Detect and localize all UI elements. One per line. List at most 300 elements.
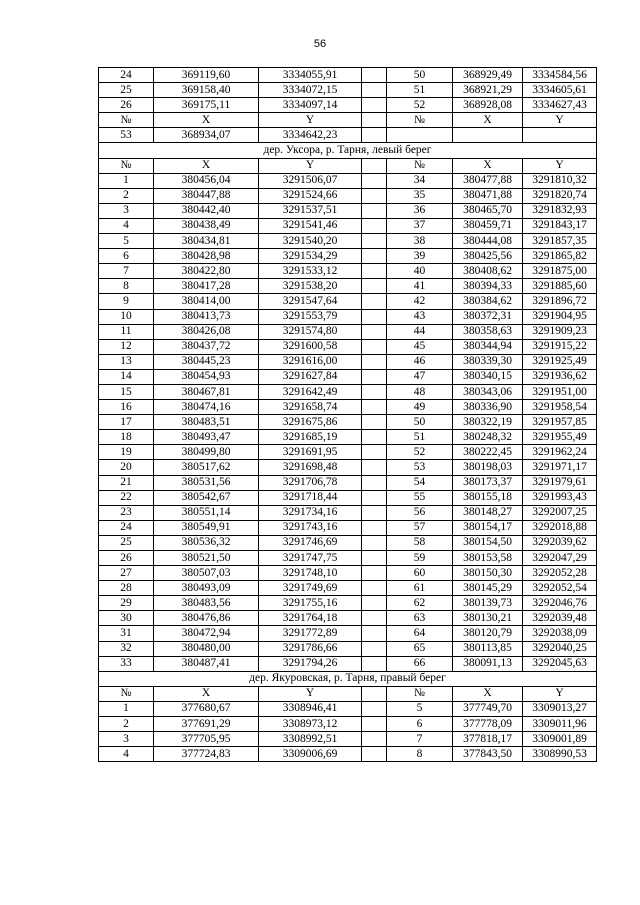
y-coordinate-cell: 3291786,66 xyxy=(259,641,362,656)
x-coordinate-cell: 380130,21 xyxy=(453,611,523,626)
y-coordinate-cell: 3291547,64 xyxy=(259,294,362,309)
x-coordinate-cell: 380154,17 xyxy=(453,520,523,535)
spacer-cell xyxy=(362,701,387,716)
y-coordinate-cell: 3308990,53 xyxy=(523,747,597,762)
spacer-cell xyxy=(362,490,387,505)
table-row xyxy=(99,732,597,747)
y-coordinate-cell: 3291993,43 xyxy=(523,490,597,505)
header-number-cell: № xyxy=(99,113,154,128)
point-number-cell: 40 xyxy=(387,264,453,279)
y-coordinate-cell: 3291971,17 xyxy=(523,460,597,475)
point-number-cell: 38 xyxy=(387,234,453,249)
point-number-cell: 28 xyxy=(99,581,154,596)
x-coordinate-cell: 380150,30 xyxy=(453,566,523,581)
y-coordinate-cell: 3291747,75 xyxy=(259,551,362,566)
point-number-cell: 8 xyxy=(99,279,154,294)
point-number-cell: 52 xyxy=(387,98,453,113)
x-coordinate-cell: 380447,88 xyxy=(154,188,259,203)
point-number-cell: 24 xyxy=(99,68,154,83)
spacer-cell xyxy=(362,445,387,460)
table-row xyxy=(99,234,597,249)
y-coordinate-cell: 3334072,15 xyxy=(259,83,362,98)
point-number-cell: 63 xyxy=(387,611,453,626)
table-row xyxy=(99,83,597,98)
y-coordinate-cell: 3292039,62 xyxy=(523,535,597,550)
x-coordinate-cell: 380414,00 xyxy=(154,294,259,309)
x-coordinate-cell: 380551,14 xyxy=(154,505,259,520)
point-number-cell: 8 xyxy=(387,747,453,762)
y-coordinate-cell: 3334605,61 xyxy=(523,83,597,98)
x-coordinate-cell: 380465,70 xyxy=(453,203,523,218)
x-coordinate-cell: 380425,56 xyxy=(453,249,523,264)
y-coordinate-cell: 3291857,35 xyxy=(523,234,597,249)
x-coordinate-cell: 380499,80 xyxy=(154,445,259,460)
point-number-cell: 66 xyxy=(387,656,453,671)
y-coordinate-cell: 3292007,25 xyxy=(523,505,597,520)
table-row xyxy=(99,354,597,369)
point-number-cell: 32 xyxy=(99,641,154,656)
spacer-cell xyxy=(362,596,387,611)
y-coordinate-cell: 3292018,88 xyxy=(523,520,597,535)
spacer-cell xyxy=(362,520,387,535)
table-row xyxy=(99,249,597,264)
y-coordinate-cell: 3334055,91 xyxy=(259,68,362,83)
table-row xyxy=(99,596,597,611)
point-number-cell: 1 xyxy=(99,701,154,716)
point-number-cell: 14 xyxy=(99,369,154,384)
table-row xyxy=(99,535,597,550)
x-coordinate-cell: 380467,81 xyxy=(154,384,259,399)
header-y-cell: Y xyxy=(259,113,362,128)
x-coordinate-cell: 380549,91 xyxy=(154,520,259,535)
x-coordinate-cell: 380139,73 xyxy=(453,596,523,611)
spacer-cell xyxy=(362,641,387,656)
point-number-cell: 2 xyxy=(99,717,154,732)
table-row xyxy=(99,384,597,399)
x-coordinate-cell: 368934,07 xyxy=(154,128,259,143)
spacer-cell xyxy=(362,309,387,324)
y-coordinate-cell: 3291506,07 xyxy=(259,173,362,188)
spacer-cell xyxy=(362,68,387,83)
table-row xyxy=(99,218,597,233)
y-coordinate-cell: 3292047,29 xyxy=(523,551,597,566)
y-coordinate-cell: 3291958,54 xyxy=(523,400,597,415)
spacer-cell xyxy=(362,369,387,384)
table-row xyxy=(99,747,597,762)
spacer-cell xyxy=(362,747,387,762)
y-coordinate-cell: 3291537,51 xyxy=(259,203,362,218)
x-coordinate-cell: 380153,58 xyxy=(453,551,523,566)
spacer-cell xyxy=(362,626,387,641)
x-coordinate-cell: 380372,31 xyxy=(453,309,523,324)
y-coordinate-cell: 3291734,16 xyxy=(259,505,362,520)
y-coordinate-cell: 3291885,60 xyxy=(523,279,597,294)
y-coordinate-cell: 3291534,29 xyxy=(259,249,362,264)
y-coordinate-cell: 3292040,25 xyxy=(523,641,597,656)
x-coordinate-cell: 380459,71 xyxy=(453,218,523,233)
y-coordinate-cell: 3334642,23 xyxy=(259,128,362,143)
y-coordinate-cell: 3291698,48 xyxy=(259,460,362,475)
table-row xyxy=(99,445,597,460)
point-number-cell: 60 xyxy=(387,566,453,581)
spacer-cell xyxy=(362,98,387,113)
y-coordinate-cell: 3334097,14 xyxy=(259,98,362,113)
x-coordinate-cell: 380531,56 xyxy=(154,475,259,490)
x-coordinate-cell: 377724,83 xyxy=(154,747,259,762)
header-y-cell: Y xyxy=(259,686,362,701)
section-title: дер. Якуровская, р. Тарня, правый берег xyxy=(99,671,597,686)
point-number-cell: 26 xyxy=(99,98,154,113)
spacer-cell xyxy=(362,279,387,294)
x-coordinate-cell: 380477,88 xyxy=(453,173,523,188)
x-coordinate-cell: 380248,32 xyxy=(453,430,523,445)
point-number-cell: 57 xyxy=(387,520,453,535)
table-row xyxy=(99,626,597,641)
y-coordinate-cell: 3291951,00 xyxy=(523,384,597,399)
header-number-cell: № xyxy=(99,686,154,701)
y-coordinate-cell: 3291540,20 xyxy=(259,234,362,249)
y-coordinate-cell: 3291749,69 xyxy=(259,581,362,596)
y-coordinate-cell: 3291962,24 xyxy=(523,445,597,460)
point-number-cell: 64 xyxy=(387,626,453,641)
point-number-cell: 51 xyxy=(387,430,453,445)
y-coordinate-cell: 3291524,66 xyxy=(259,188,362,203)
table-row xyxy=(99,309,597,324)
spacer-cell xyxy=(362,384,387,399)
spacer-cell xyxy=(362,505,387,520)
header-x-cell: X xyxy=(453,158,523,173)
y-coordinate-cell: 3291706,78 xyxy=(259,475,362,490)
spacer-cell xyxy=(362,249,387,264)
empty-cell xyxy=(453,128,523,143)
table-row xyxy=(99,581,597,596)
spacer-cell xyxy=(362,400,387,415)
spacer-cell xyxy=(362,173,387,188)
page-number: 56 xyxy=(313,38,327,50)
y-coordinate-cell: 3291600,58 xyxy=(259,339,362,354)
spacer-cell xyxy=(362,188,387,203)
y-coordinate-cell: 3292046,76 xyxy=(523,596,597,611)
spacer-cell xyxy=(362,294,387,309)
x-coordinate-cell: 380417,28 xyxy=(154,279,259,294)
y-coordinate-cell: 3291810,32 xyxy=(523,173,597,188)
x-coordinate-cell: 380521,50 xyxy=(154,551,259,566)
header-x-cell: X xyxy=(453,113,523,128)
x-coordinate-cell: 380472,94 xyxy=(154,626,259,641)
table-row xyxy=(99,128,597,143)
point-number-cell: 53 xyxy=(99,128,154,143)
y-coordinate-cell: 3292045,63 xyxy=(523,656,597,671)
point-number-cell: 53 xyxy=(387,460,453,475)
point-number-cell: 4 xyxy=(99,747,154,762)
point-number-cell: 4 xyxy=(99,218,154,233)
table-row xyxy=(99,520,597,535)
x-coordinate-cell: 380438,49 xyxy=(154,218,259,233)
point-number-cell: 39 xyxy=(387,249,453,264)
spacer-cell xyxy=(362,717,387,732)
point-number-cell: 47 xyxy=(387,369,453,384)
y-coordinate-cell: 3334627,43 xyxy=(523,98,597,113)
point-number-cell: 50 xyxy=(387,68,453,83)
x-coordinate-cell: 380434,81 xyxy=(154,234,259,249)
y-coordinate-cell: 3291832,93 xyxy=(523,203,597,218)
y-coordinate-cell: 3292052,54 xyxy=(523,581,597,596)
point-number-cell: 2 xyxy=(99,188,154,203)
point-number-cell: 37 xyxy=(387,218,453,233)
point-number-cell: 31 xyxy=(99,626,154,641)
point-number-cell: 50 xyxy=(387,415,453,430)
y-coordinate-cell: 3291843,17 xyxy=(523,218,597,233)
y-coordinate-cell: 3291925,49 xyxy=(523,354,597,369)
x-coordinate-cell: 380474,16 xyxy=(154,400,259,415)
section-title: дер. Уксора, р. Тарня, левый берег xyxy=(99,143,597,158)
x-coordinate-cell: 380148,27 xyxy=(453,505,523,520)
point-number-cell: 61 xyxy=(387,581,453,596)
header-number-cell: № xyxy=(387,158,453,173)
table-row xyxy=(99,294,597,309)
section-title-row xyxy=(99,143,597,158)
x-coordinate-cell: 380154,50 xyxy=(453,535,523,550)
table-row xyxy=(99,415,597,430)
point-number-cell: 54 xyxy=(387,475,453,490)
y-coordinate-cell: 3309006,69 xyxy=(259,747,362,762)
point-number-cell: 5 xyxy=(99,234,154,249)
y-coordinate-cell: 3291616,00 xyxy=(259,354,362,369)
spacer-cell xyxy=(362,686,387,701)
x-coordinate-cell: 380344,94 xyxy=(453,339,523,354)
x-coordinate-cell: 380422,80 xyxy=(154,264,259,279)
y-coordinate-cell: 3291957,85 xyxy=(523,415,597,430)
header-row xyxy=(99,686,597,701)
y-coordinate-cell: 3291574,80 xyxy=(259,324,362,339)
spacer-cell xyxy=(362,113,387,128)
spacer-cell xyxy=(362,460,387,475)
header-y-cell: Y xyxy=(523,113,597,128)
x-coordinate-cell: 380336,90 xyxy=(453,400,523,415)
x-coordinate-cell: 377691,29 xyxy=(154,717,259,732)
x-coordinate-cell: 368929,49 xyxy=(453,68,523,83)
y-coordinate-cell: 3308946,41 xyxy=(259,701,362,716)
point-number-cell: 6 xyxy=(99,249,154,264)
x-coordinate-cell: 380428,98 xyxy=(154,249,259,264)
x-coordinate-cell: 380483,51 xyxy=(154,415,259,430)
spacer-cell xyxy=(362,732,387,747)
header-x-cell: X xyxy=(154,686,259,701)
x-coordinate-cell: 380476,86 xyxy=(154,611,259,626)
table-row xyxy=(99,490,597,505)
x-coordinate-cell: 380536,32 xyxy=(154,535,259,550)
empty-cell xyxy=(387,128,453,143)
x-coordinate-cell: 377680,67 xyxy=(154,701,259,716)
point-number-cell: 26 xyxy=(99,551,154,566)
point-number-cell: 20 xyxy=(99,460,154,475)
point-number-cell: 56 xyxy=(387,505,453,520)
point-number-cell: 24 xyxy=(99,520,154,535)
spacer-cell xyxy=(362,535,387,550)
x-coordinate-cell: 369158,40 xyxy=(154,83,259,98)
x-coordinate-cell: 377705,95 xyxy=(154,732,259,747)
header-y-cell: Y xyxy=(259,158,362,173)
table-row xyxy=(99,98,597,113)
x-coordinate-cell: 380426,08 xyxy=(154,324,259,339)
x-coordinate-cell: 380456,04 xyxy=(154,173,259,188)
y-coordinate-cell: 3291896,72 xyxy=(523,294,597,309)
x-coordinate-cell: 380091,13 xyxy=(453,656,523,671)
point-number-cell: 30 xyxy=(99,611,154,626)
spacer-cell xyxy=(362,218,387,233)
table-row xyxy=(99,430,597,445)
x-coordinate-cell: 380384,62 xyxy=(453,294,523,309)
x-coordinate-cell: 380493,47 xyxy=(154,430,259,445)
point-number-cell: 15 xyxy=(99,384,154,399)
point-number-cell: 5 xyxy=(387,701,453,716)
empty-cell xyxy=(523,128,597,143)
spacer-cell xyxy=(362,324,387,339)
table-row xyxy=(99,551,597,566)
spacer-cell xyxy=(362,415,387,430)
spacer-cell xyxy=(362,656,387,671)
x-coordinate-cell: 380340,15 xyxy=(453,369,523,384)
spacer-cell xyxy=(362,158,387,173)
point-number-cell: 34 xyxy=(387,173,453,188)
point-number-cell: 6 xyxy=(387,717,453,732)
y-coordinate-cell: 3291718,44 xyxy=(259,490,362,505)
x-coordinate-cell: 380358,63 xyxy=(453,324,523,339)
point-number-cell: 42 xyxy=(387,294,453,309)
table-row xyxy=(99,701,597,716)
point-number-cell: 13 xyxy=(99,354,154,369)
spacer-cell xyxy=(362,234,387,249)
x-coordinate-cell: 380454,93 xyxy=(154,369,259,384)
x-coordinate-cell: 377749,70 xyxy=(453,701,523,716)
point-number-cell: 36 xyxy=(387,203,453,218)
y-coordinate-cell: 3291904,95 xyxy=(523,309,597,324)
spacer-cell xyxy=(362,264,387,279)
y-coordinate-cell: 3292052,28 xyxy=(523,566,597,581)
spacer-cell xyxy=(362,354,387,369)
coordinates-table-body xyxy=(99,68,597,762)
y-coordinate-cell: 3291533,12 xyxy=(259,264,362,279)
point-number-cell: 18 xyxy=(99,430,154,445)
y-coordinate-cell: 3291541,46 xyxy=(259,218,362,233)
y-coordinate-cell: 3291685,19 xyxy=(259,430,362,445)
point-number-cell: 27 xyxy=(99,566,154,581)
point-number-cell: 21 xyxy=(99,475,154,490)
y-coordinate-cell: 3291936,62 xyxy=(523,369,597,384)
point-number-cell: 62 xyxy=(387,596,453,611)
x-coordinate-cell: 380339,30 xyxy=(453,354,523,369)
point-number-cell: 3 xyxy=(99,203,154,218)
point-number-cell: 25 xyxy=(99,83,154,98)
point-number-cell: 11 xyxy=(99,324,154,339)
point-number-cell: 46 xyxy=(387,354,453,369)
point-number-cell: 17 xyxy=(99,415,154,430)
point-number-cell: 9 xyxy=(99,294,154,309)
y-coordinate-cell: 3291915,22 xyxy=(523,339,597,354)
header-row xyxy=(99,113,597,128)
x-coordinate-cell: 380445,23 xyxy=(154,354,259,369)
table-row xyxy=(99,369,597,384)
y-coordinate-cell: 3291553,79 xyxy=(259,309,362,324)
y-coordinate-cell: 3309013,27 xyxy=(523,701,597,716)
y-coordinate-cell: 3309011,96 xyxy=(523,717,597,732)
point-number-cell: 48 xyxy=(387,384,453,399)
spacer-cell xyxy=(362,430,387,445)
header-x-cell: X xyxy=(154,158,259,173)
header-y-cell: Y xyxy=(523,158,597,173)
point-number-cell: 22 xyxy=(99,490,154,505)
spacer-cell xyxy=(362,611,387,626)
table-row xyxy=(99,400,597,415)
table-row xyxy=(99,264,597,279)
x-coordinate-cell: 380155,18 xyxy=(453,490,523,505)
point-number-cell: 49 xyxy=(387,400,453,415)
y-coordinate-cell: 3291865,82 xyxy=(523,249,597,264)
point-number-cell: 19 xyxy=(99,445,154,460)
x-coordinate-cell: 368928,08 xyxy=(453,98,523,113)
y-coordinate-cell: 3291909,23 xyxy=(523,324,597,339)
table-row xyxy=(99,68,597,83)
y-coordinate-cell: 3291772,89 xyxy=(259,626,362,641)
point-number-cell: 52 xyxy=(387,445,453,460)
x-coordinate-cell: 380394,33 xyxy=(453,279,523,294)
point-number-cell: 51 xyxy=(387,83,453,98)
point-number-cell: 25 xyxy=(99,535,154,550)
point-number-cell: 44 xyxy=(387,324,453,339)
x-coordinate-cell: 377778,09 xyxy=(453,717,523,732)
point-number-cell: 7 xyxy=(387,732,453,747)
y-coordinate-cell: 3291794,26 xyxy=(259,656,362,671)
header-y-cell: Y xyxy=(523,686,597,701)
y-coordinate-cell: 3291642,49 xyxy=(259,384,362,399)
y-coordinate-cell: 3291658,74 xyxy=(259,400,362,415)
y-coordinate-cell: 3292038,09 xyxy=(523,626,597,641)
point-number-cell: 7 xyxy=(99,264,154,279)
y-coordinate-cell: 3291743,16 xyxy=(259,520,362,535)
point-number-cell: 35 xyxy=(387,188,453,203)
point-number-cell: 55 xyxy=(387,490,453,505)
y-coordinate-cell: 3291764,18 xyxy=(259,611,362,626)
x-coordinate-cell: 377843,50 xyxy=(453,747,523,762)
header-number-cell: № xyxy=(99,158,154,173)
point-number-cell: 43 xyxy=(387,309,453,324)
point-number-cell: 33 xyxy=(99,656,154,671)
table-row xyxy=(99,717,597,732)
x-coordinate-cell: 380493,09 xyxy=(154,581,259,596)
spacer-cell xyxy=(362,566,387,581)
y-coordinate-cell: 3291875,00 xyxy=(523,264,597,279)
spacer-cell xyxy=(362,128,387,143)
y-coordinate-cell: 3291979,61 xyxy=(523,475,597,490)
x-coordinate-cell: 380408,62 xyxy=(453,264,523,279)
x-coordinate-cell: 380322,19 xyxy=(453,415,523,430)
coordinates-table xyxy=(98,67,597,762)
x-coordinate-cell: 380222,45 xyxy=(453,445,523,460)
spacer-cell xyxy=(362,475,387,490)
y-coordinate-cell: 3292039,48 xyxy=(523,611,597,626)
point-number-cell: 23 xyxy=(99,505,154,520)
table-row xyxy=(99,279,597,294)
x-coordinate-cell: 380198,03 xyxy=(453,460,523,475)
table-row xyxy=(99,203,597,218)
section-title-row xyxy=(99,671,597,686)
table-row xyxy=(99,188,597,203)
x-coordinate-cell: 380480,00 xyxy=(154,641,259,656)
y-coordinate-cell: 3309001,89 xyxy=(523,732,597,747)
header-x-cell: X xyxy=(453,686,523,701)
point-number-cell: 58 xyxy=(387,535,453,550)
table-row xyxy=(99,173,597,188)
